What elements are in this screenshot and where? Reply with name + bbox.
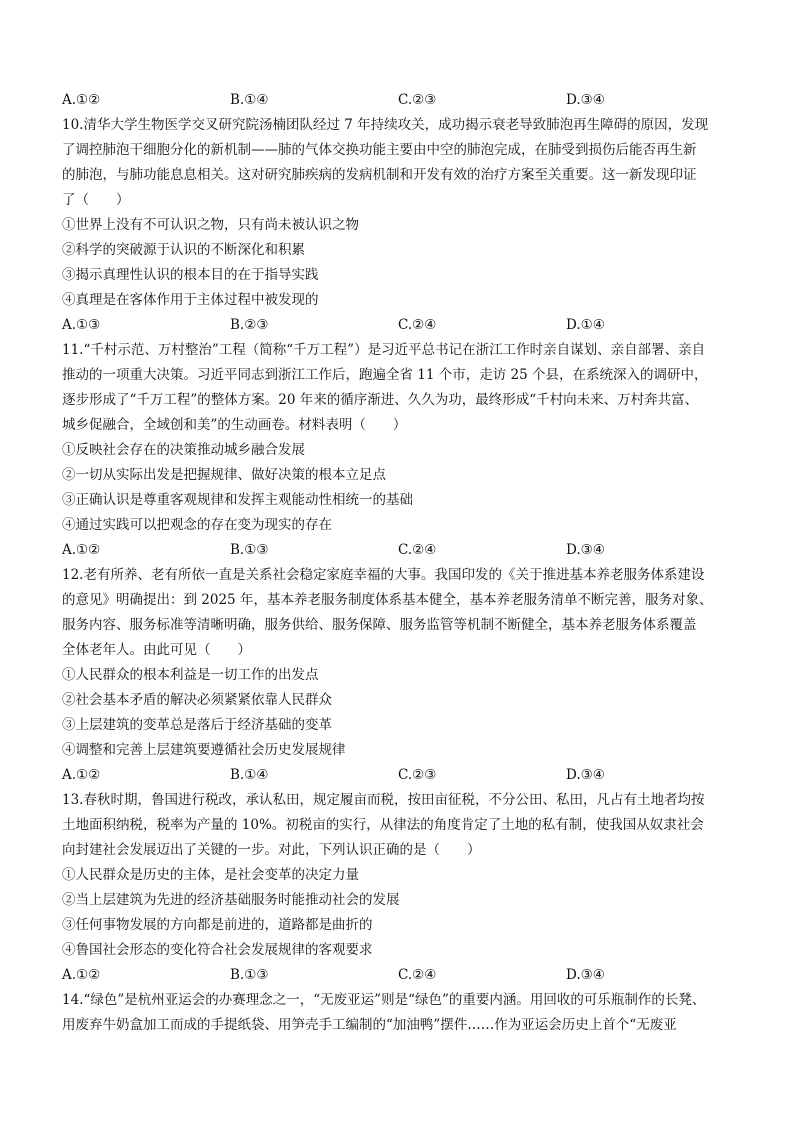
q12-option-c[interactable]: C.②③	[398, 767, 437, 783]
q12-stem-line: 全体老年人。由此可见（ ）	[62, 642, 251, 658]
q10-statement-1: ①世界上没有不可认识之物，只有尚未被认识之物	[62, 217, 359, 233]
exam-page	[62, 88, 734, 1038]
q10-stem-line: 的肺泡，与肺功能息息相关。这对研究肺疾病的发病机制和开发有效的治疗方案至关重要。这一新发现印证	[62, 167, 697, 183]
q10-statement-3: ③揭示真理性认识的根本目的在于指导实践	[62, 267, 319, 283]
q12-option-a[interactable]: A.①②	[62, 767, 101, 783]
q9-options	[62, 88, 734, 113]
q13-stem-line: 13.春秋时期，鲁国进行税改，承认私田，规定履亩而税，按田亩征税，不分公田、私田，凡占有土地者均按	[62, 792, 705, 808]
q11-option-a[interactable]: A.①②	[62, 542, 101, 558]
q9-option-c[interactable]: C.②③	[398, 92, 437, 108]
q12-statement-3: ③上层建筑的变革总是落后于经济基础的变革	[62, 717, 332, 733]
q12-stem-line: 服务内容、服务标准等清晰明确，服务供给、服务保障、服务监管等机制不断健全，基本养老服务体系覆盖	[62, 617, 697, 633]
q13-option-d[interactable]: D.③④	[566, 967, 605, 983]
q11-stem-line: 11.“千村示范、万村整治”工程（简称“千万工程”）是习近平总书记在浙江工作时亲自谋划、亲自部署、亲自	[62, 342, 706, 358]
q13-statement-1: ①人民群众是历史的主体，是社会变革的决定力量	[62, 867, 359, 883]
question-12	[62, 563, 734, 788]
q10-stem-line: 了（ ）	[62, 192, 130, 208]
q12-stem-line: 的意见》明确提出：到 2025 年，基本养老服务制度体系基本健全，基本养老服务清单不断完善，服务对象、	[62, 592, 713, 608]
q11-stem-line: 城乡促融合，全域创和美”的生动画卷。材料表明（ ）	[62, 417, 407, 433]
q11-option-c[interactable]: C.②④	[398, 542, 437, 558]
q11-stem-line: 逐步形成了“千万工程”的整体方案。20 年来的循序渐进、久久为功，最终形成“千村向未来、万村奔共富、	[62, 392, 699, 408]
q13-option-a[interactable]: A.①②	[62, 967, 101, 983]
q11-statement-1: ①反映社会存在的决策推动城乡融合发展	[62, 442, 305, 458]
q10-option-d[interactable]: D.①④	[566, 317, 605, 333]
q9-option-a[interactable]: A.①②	[62, 92, 101, 108]
q11-stem-line: 推动的一项重大决策。习近平同志到浙江工作后，跑遍全省 11 个市，走访 25 个县，在系统深入的调研中，	[62, 367, 708, 383]
q10-option-a[interactable]: A.①③	[62, 317, 101, 333]
q10-options	[62, 313, 734, 338]
question-13	[62, 788, 734, 988]
q11-option-d[interactable]: D.③④	[566, 542, 605, 558]
q12-statement-4: ④调整和完善上层建筑要遵循社会历史发展规律	[62, 742, 346, 758]
q9-option-d[interactable]: D.③④	[566, 92, 605, 108]
q13-stem-line: 土地面积纳税，税率为产量的 10%。初税亩的实行，从律法的角度肯定了土地的私有制，使我国从奴隶社会	[62, 817, 704, 833]
q10-option-c[interactable]: C.②④	[398, 317, 437, 333]
q13-stem-line: 向封建社会发展迈出了关键的一步。对此，下列认识正确的是（ ）	[62, 842, 481, 858]
q13-statement-4: ④鲁国社会形态的变化符合社会发展规律的客观要求	[62, 942, 373, 958]
q10-stem-line: 了调控肺泡干细胞分化的新机制——肺的气体交换功能主要由中空的肺泡完成，在肺受到损伤后能否再生新	[62, 142, 697, 158]
q12-statement-2: ②社会基本矛盾的解决必须紧紧依靠人民群众	[62, 692, 332, 708]
q12-statement-1: ①人民群众的根本利益是一切工作的出发点	[62, 667, 319, 683]
question-10	[62, 113, 734, 338]
q11-options	[62, 538, 734, 563]
q13-option-b[interactable]: B.①③	[230, 967, 269, 983]
question-11	[62, 338, 734, 563]
q11-statement-2: ②一切从实际出发是把握规律、做好决策的根本立足点	[62, 467, 386, 483]
q13-option-c[interactable]: C.②④	[398, 967, 437, 983]
q12-option-d[interactable]: D.③④	[566, 767, 605, 783]
q13-options	[62, 963, 734, 988]
question-14	[62, 988, 734, 1038]
q12-option-b[interactable]: B.①④	[230, 767, 269, 783]
q10-stem-line: 10.清华大学生物医学交叉研究院汤楠团队经过 7 年持续攻关，成功揭示衰老导致肺泡再生障碍的原因，发现	[62, 117, 709, 133]
q12-options	[62, 763, 734, 788]
q14-stem-line: 用废弃牛奶盒加工而成的手提纸袋、用笋壳手工编制的“加油鸭”摆件……作为亚运会历史上首个“无废亚	[62, 1017, 677, 1033]
q9-option-b[interactable]: B.①④	[230, 92, 269, 108]
q13-statement-3: ③任何事物发展的方向都是前进的，道路都是曲折的	[62, 917, 373, 933]
q10-statement-2: ②科学的突破源于认识的不断深化和积累	[62, 242, 305, 258]
q14-stem-line: 14.“绿色”是杭州亚运会的办赛理念之一，“无废亚运”则是“绿色”的重要内涵。用回收的可乐瓶制作的长凳、	[62, 992, 706, 1008]
q13-statement-2: ②当上层建筑为先进的经济基础服务时能推动社会的发展	[62, 892, 400, 908]
q11-statement-4: ④通过实践可以把观念的存在变为现实的存在	[62, 517, 332, 533]
q11-option-b[interactable]: B.①③	[230, 542, 269, 558]
q10-statement-4: ④真理是在客体作用于主体过程中被发现的	[62, 292, 319, 308]
q11-statement-3: ③正确认识是尊重客观规律和发挥主观能动性相统一的基础	[62, 492, 413, 508]
q12-stem-line: 12.老有所养、老有所依一直是关系社会稳定家庭幸福的大事。我国印发的《关于推进基本养老服务体系建设	[62, 567, 705, 583]
q10-option-b[interactable]: B.②③	[230, 317, 269, 333]
